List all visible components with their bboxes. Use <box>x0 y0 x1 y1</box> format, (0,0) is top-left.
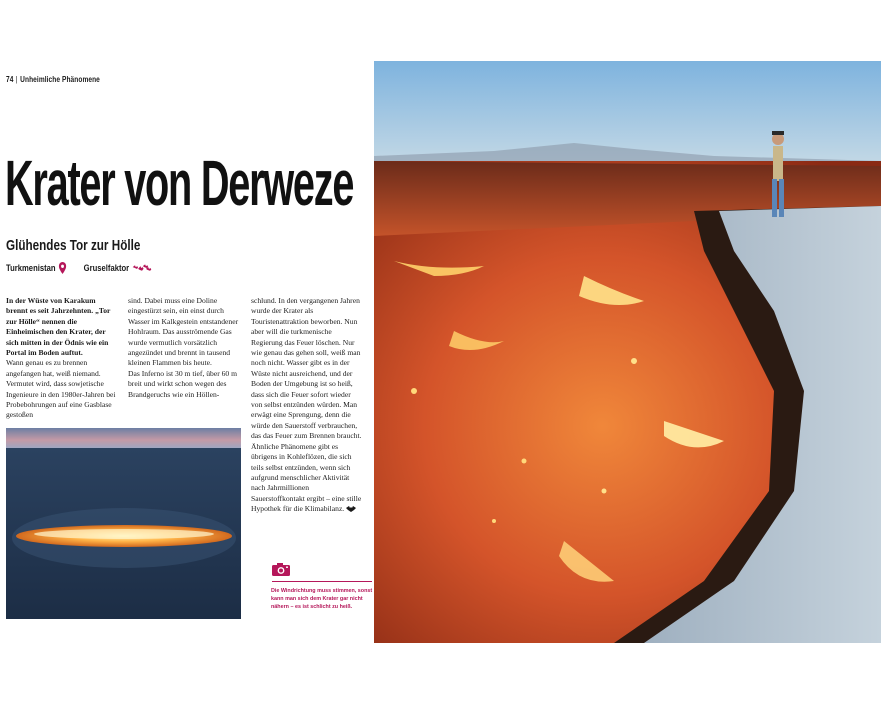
section-name: Unheimliche Phänomene <box>20 75 100 84</box>
camera-icon <box>272 563 290 576</box>
lead-paragraph: In der Wüste von Karakum brennt es seit Jahrzehnten. „Tor zur Hölle“ nennen die Einheimischen den Krater, der sich mitten in der Ödnis wie ein Portal im Boden auftut. <box>6 296 111 358</box>
crater-aerial-photo <box>6 428 241 619</box>
body-paragraph: Das Inferno ist 30 m tief, über 60 m breit und wirkt schon wegen des Brandgeruchs wie ein Höllen- <box>128 368 238 399</box>
body-paragraph: sind. Dabei muss eine Doline eingestürzt sein, ein einst durch Wasser im Kalkgestein entstandener Hohlraum. Das ausströmende Gas wurde vermutlich vorsätzlich angezündet und brennt in tausend kleinen Flammen bis heute. <box>128 296 239 368</box>
body-paragraph: schlund. In den vergangenen Jahren wurde der Krater als Touristenattraktion beworben. Nun aber will die turkmenische Regierung das Feuer löschen. Nur wie genau das gehen soll, weiß man noch nicht. Wasser gibt es in der Wüste nicht ausreichend, und der Boden der Umgebung ist so heiß, dass sich die Feuer sofort wieder von selbst entzünden würden. Man erwägt eine Sprengung, denn die würde den Sauerstoff verbrauchen, das das Feuer zum Brennen braucht. Ähnliche Phänomene gibt es übrigens in Kohleflözen, die sich teils selbst entzünden, wenn sich aufgrund menschlicher Aktivität nach Jahrmillionen Sauerstoffkontakt ergibt – eine stille Hypothek für die Klimabilanz. <box>251 296 362 514</box>
text-column-3 <box>251 296 363 515</box>
text-column-1 <box>6 296 118 421</box>
page-header: 74 | Unheimliche Phänomene <box>6 75 100 84</box>
bats-icon <box>133 263 152 273</box>
country-label: Turkmenistan <box>6 263 56 273</box>
grusel-label: Gruselfaktor <box>83 263 130 273</box>
article-meta <box>6 262 151 274</box>
bat-icon <box>346 506 356 512</box>
body-paragraph: Wann genau es zu brennen angefangen hat, weiß niemand. Vermutet wird, dass sowjetische Ingenieure in den 1980er-Jahren bei Probebohrungen auf eine Gasblase gestoßen <box>6 358 116 420</box>
page-number: 74 <box>6 75 14 84</box>
article-title: Krater von Derweze <box>5 147 354 219</box>
article-subtitle: Glühendes Tor zur Hölle <box>6 237 141 254</box>
map-pin-icon <box>59 262 67 274</box>
text-column-2 <box>128 296 240 400</box>
crater-main-photo <box>374 61 881 643</box>
caption-divider <box>272 581 372 582</box>
photo-caption: Die Windrichtung muss stimmen, sonst kann man sich dem Krater gar nicht nähern – es ist schlicht zu heiß. <box>271 588 373 610</box>
